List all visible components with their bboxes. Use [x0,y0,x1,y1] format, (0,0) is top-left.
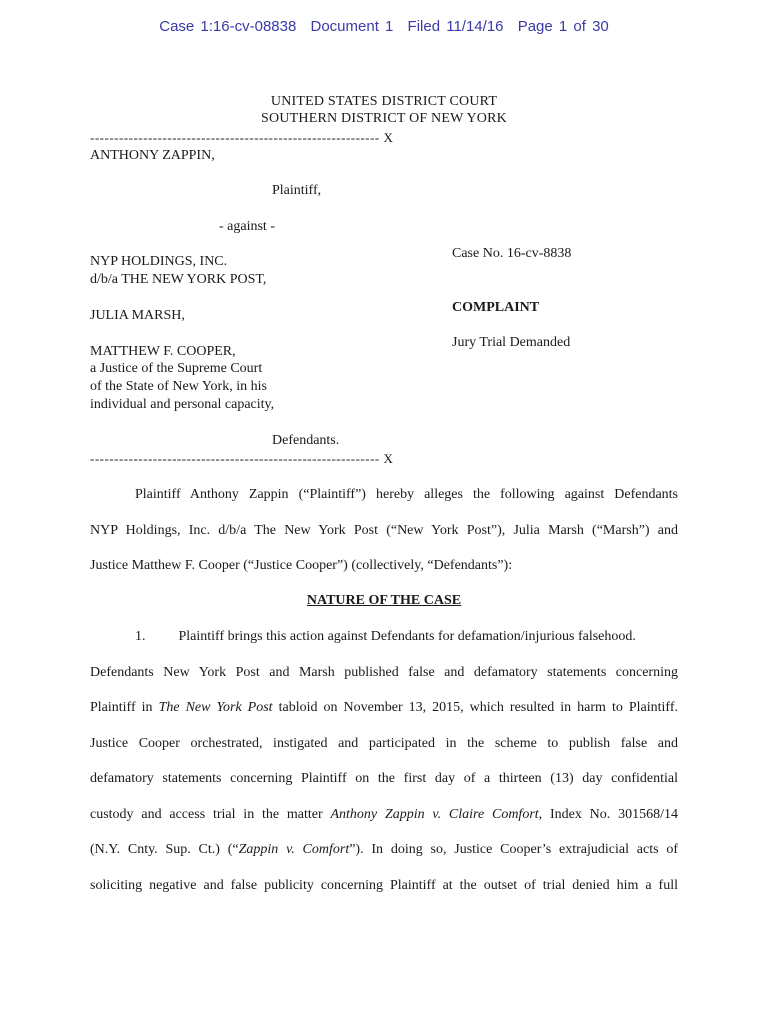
defendant1-line2: d/b/a THE NEW YORK POST, [90,272,267,287]
case-number: Case No. 16-cv-8838 [452,246,572,261]
intro-line: NYP Holdings, Inc. d/b/a The New York Post (“New York Post”), Julia Marsh (“Marsh”) and [90,522,678,538]
paragraph-line [90,690,678,726]
paragraph-text: Plaintiff brings this action against Defendants for defamation/injurious falsehood. [178,629,636,644]
paragraph-line: soliciting negative and false publicity concerning Plaintiff at the outset of trial denied him a full [90,877,678,893]
filing-header [0,18,768,35]
plaintiff-name: ANTHONY ZAPPIN, [90,148,215,163]
paragraph-line [90,832,678,868]
caption-divider-bottom: ------------------------------------------------------------ X [90,451,394,466]
defendant1-line1: NYP HOLDINGS, INC. [90,254,228,269]
page-number-header: Page 1 of 30 [517,18,609,35]
court-name-line1: UNITED STATES DISTRICT COURT [270,94,498,109]
document-number-header: Document 1 [310,18,394,35]
paragraph-line [90,619,678,655]
jury-trial-demand: Jury Trial Demanded [452,335,571,350]
paragraph-line: Defendants New York Post and Marsh published false and defamatory statements concerning [90,664,678,680]
defendant3-line1: MATTHEW F. COOPER, [90,344,236,359]
intro-line: Justice Matthew F. Cooper (“Justice Cooper”) (collectively, “Defendants”): [90,558,513,573]
case-number-header: Case 1:16-cv-08838 [159,18,297,35]
case-name: Anthony Zappin v. Claire Comfort [330,806,539,822]
paragraph-1 [90,619,678,903]
defendant3-line3: of the State of New York, in his [90,379,267,394]
plaintiff-role: Plaintiff, [272,183,322,198]
against-label: - against - [219,219,275,234]
paragraph-line [90,797,678,833]
paragraph-text: custody and access trial in the matter [90,806,331,822]
paragraph-text: (N.Y. Cnty. Sup. Ct.) (“ [90,842,239,857]
publication-title: The New York Post [158,700,273,715]
section-title: NATURE OF THE CASE [306,593,462,608]
intro-line: Plaintiff Anthony Zappin (“Plaintiff”) hereby alleges the following against Defendants [135,487,678,502]
defendant3-line4: individual and personal capacity, [90,397,275,412]
paragraph-line: defamatory statements concerning Plaintiff on the first day of a thirteen (13) day confidential [90,771,678,786]
paragraph-text: tabloid on November 13, 2015, which resulted in harm to Plaintiff. [272,700,678,715]
defendant2: JULIA MARSH, [90,308,185,323]
filed-date-header: Filed 11/14/16 [407,18,504,35]
caption-divider-top: ------------------------------------------------------------ X [90,130,394,145]
intro-paragraph [90,477,678,584]
paragraph-text: Plaintiff in [90,700,159,715]
court-name-line2: SOUTHERN DISTRICT OF NEW YORK [261,111,507,126]
complaint-title: COMPLAINT [452,300,540,315]
paragraph-number: 1. [135,629,146,644]
paragraph-text: ”). In doing so, Justice Cooper’s extrajudicial acts of [349,842,678,857]
paragraph-line: Justice Cooper orchestrated, instigated and participated in the scheme to publish false and [90,735,678,751]
defendant3-line2: a Justice of the Supreme Court [90,361,263,376]
defendants-role: Defendants. [272,433,340,448]
case-short-name: Zappin v. Comfort [238,842,350,857]
paragraph-text: , Index No. 301568/14 [538,806,678,822]
